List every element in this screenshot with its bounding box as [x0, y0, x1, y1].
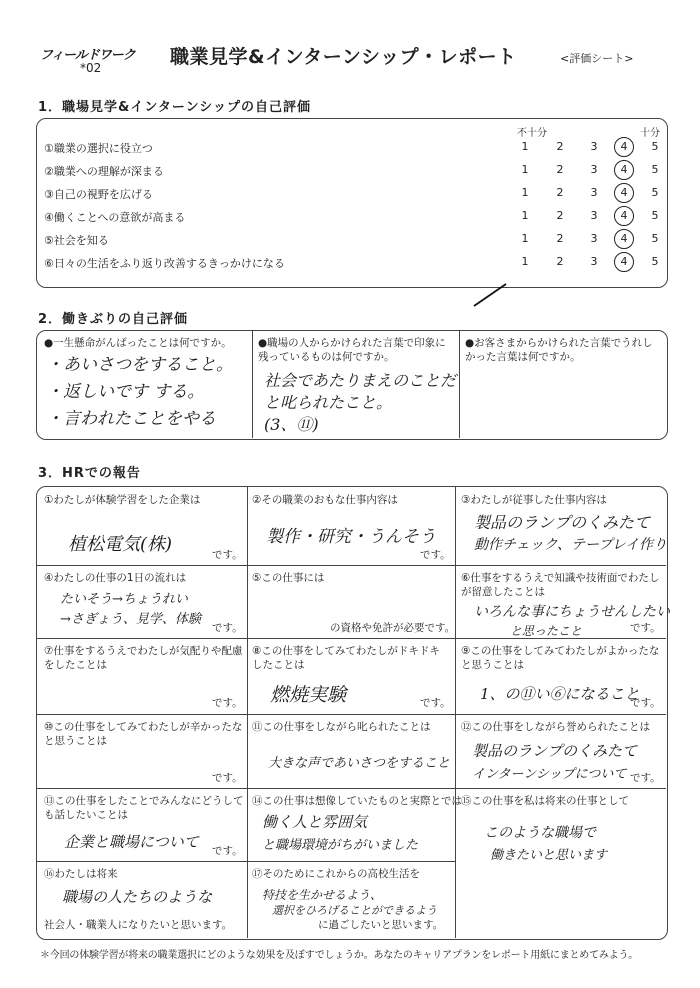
desu-label: です。 — [212, 622, 243, 634]
hr-q12: ⑫この仕事をしながら誉められたことは — [461, 721, 650, 733]
hr-q3: ③わたしが従事した仕事内容は — [461, 494, 607, 506]
answer-line: ・返しいです する。 — [46, 382, 205, 402]
hr-a1: 植松電気(株) — [68, 534, 173, 555]
hr-q9: ⑨この仕事をしてみてわたしがよかったなと思うことは — [461, 645, 660, 671]
hr-note16: 社会人・職業人になりたいと思います。 — [44, 919, 233, 931]
divider — [37, 788, 666, 789]
rating-option[interactable]: 4 — [620, 140, 628, 153]
rating-option[interactable]: 1 — [521, 255, 529, 268]
hr-a16: 職場の人たちのような — [62, 888, 213, 906]
hr-q4: ④わたしの仕事の1日の流れは — [44, 572, 187, 584]
answer-line: ・言われたことをやる — [46, 409, 216, 429]
desu-label: です。 — [212, 697, 243, 709]
divider — [37, 714, 666, 715]
page-title: 職業見学&インターンシップ・レポート — [170, 46, 517, 68]
rating-selected-circle — [614, 252, 634, 272]
footnote: ＊今回の体験学習が将来の職業選択にどのような効果を及ぼすでしょうか。あなたのキャリアプランをレポート用紙にまとめてみよう。 — [40, 950, 639, 961]
hr-a8: 燃焼実験 — [270, 684, 347, 706]
rating-option[interactable]: 3 — [590, 163, 598, 176]
self-eval-label: ⑤社会を知る — [44, 234, 109, 247]
rating-option[interactable]: 2 — [556, 209, 564, 222]
rating-option[interactable]: 2 — [556, 255, 564, 268]
rating-option[interactable]: 3 — [590, 140, 598, 153]
sec2-answer-2 — [264, 370, 456, 436]
divider — [459, 331, 460, 438]
hr-a15-line2: 働きたいと思います — [490, 848, 608, 863]
rating-option[interactable]: 5 — [651, 232, 659, 245]
hr-a17-line2: 選択をひろげることができるよう — [272, 904, 437, 917]
desu-label: です。 — [212, 845, 243, 857]
rating-option[interactable]: 2 — [556, 163, 564, 176]
hr-a13: 企業と職場について — [64, 833, 199, 851]
rating-option[interactable]: 3 — [590, 186, 598, 199]
hr-q13: ⑬この仕事をしたことでみんなにどうしても話したいことは — [44, 795, 244, 821]
hr-note5: の資格や免許が必要です。 — [330, 622, 456, 634]
rating-selected-circle — [614, 183, 634, 203]
page-subtitle: <評価シート> — [560, 52, 634, 65]
rating-option[interactable]: 5 — [651, 255, 659, 268]
self-eval-label: ②職業への理解が深まる — [44, 165, 164, 178]
hr-q17: ⑰そのためにこれからの高校生活を — [252, 868, 420, 880]
hr-a11: 大きな声であいさつをすること — [268, 756, 451, 771]
rating-selected-circle — [614, 229, 634, 249]
desu-label: です。 — [420, 697, 451, 709]
hr-a14-line1: 働く人と雰囲気 — [262, 813, 368, 831]
rating-option[interactable]: 2 — [556, 232, 564, 245]
scale-low-label: 不十分 — [517, 128, 547, 139]
rating-option[interactable]: 1 — [521, 140, 529, 153]
hr-a6-line2: と思ったこと — [510, 624, 583, 638]
rating-option[interactable]: 2 — [556, 186, 564, 199]
divider — [252, 331, 253, 438]
answer-line: 社会であたりまえのことだ — [264, 371, 457, 390]
rating-option[interactable]: 5 — [651, 209, 659, 222]
rating-option[interactable]: 5 — [651, 186, 659, 199]
hr-a9: 1、の⑪い⑥になること — [480, 685, 640, 703]
rating-option[interactable]: 2 — [556, 140, 564, 153]
section3-title: 3．HRでの報告 — [38, 466, 141, 481]
answer-line: ・あいさつをすること。 — [46, 355, 233, 375]
desu-label: です。 — [630, 697, 661, 709]
hr-a15-line1: このような職場で — [484, 825, 596, 841]
desu-label: です。 — [212, 549, 243, 561]
desu-label: です。 — [212, 772, 243, 784]
hr-q1: ①わたしが体験学習をした企業は — [44, 494, 201, 506]
rating-option[interactable]: 4 — [620, 209, 628, 222]
hr-a3-line1: 製品のランプのくみたて — [474, 513, 651, 532]
desu-label: です。 — [630, 622, 661, 634]
divider — [455, 487, 456, 938]
desu-label: です。 — [420, 549, 451, 561]
divider — [37, 861, 455, 862]
divider — [37, 565, 666, 566]
divider — [247, 487, 248, 938]
hr-q16: ⑯わたしは将来 — [44, 868, 118, 880]
rating-option[interactable]: 1 — [521, 163, 529, 176]
hr-a14-line2: と職場環境がちがいました — [262, 838, 419, 853]
logo-text: フィールドワーク — [40, 48, 135, 63]
rating-option[interactable]: 4 — [620, 255, 628, 268]
hr-a4-line1: たいそう→ちょうれい — [60, 592, 188, 607]
sec2-answer-1 — [46, 352, 233, 433]
desu-label: です。 — [630, 772, 661, 784]
hr-note17: に過ごしたいと思います。 — [318, 919, 444, 931]
scale-high-label: 十分 — [640, 128, 660, 139]
rating-option[interactable]: 1 — [521, 209, 529, 222]
sec2-question-3: ●お客さまからかけられた言葉でうれしかった言葉は何ですか。 — [465, 337, 653, 363]
rating-option[interactable]: 3 — [590, 209, 598, 222]
rating-option[interactable]: 3 — [590, 232, 598, 245]
hr-q8: ⑧この仕事をしてみてわたしがドキドキしたことは — [252, 645, 440, 671]
sec2-question-1: ●一生懸命がんばったことは何ですか。 — [44, 337, 232, 349]
hr-q15: ⑮この仕事を私は将来の仕事として — [461, 795, 629, 807]
self-eval-label: ⑥日々の生活をふり返り改善するきっかけになる — [44, 257, 285, 270]
rating-option[interactable]: 4 — [620, 163, 628, 176]
rating-option[interactable]: 5 — [651, 140, 659, 153]
hr-q14: ⑭この仕事は想像していたものと実際とでは — [252, 795, 462, 807]
hr-q2: ②その職業のおもな仕事内容は — [252, 494, 398, 506]
self-eval-label: ①職業の選択に役立つ — [44, 142, 153, 155]
hr-a4-line2: →さぎょう、見学、体験 — [60, 612, 201, 627]
logo — [40, 44, 160, 75]
hr-a3-line2: 動作チェック、テープレイ作り — [474, 537, 668, 553]
rating-option[interactable]: 4 — [620, 186, 628, 199]
hr-q11: ⑪この仕事をしながら叱られたことは — [252, 721, 431, 733]
self-eval-label: ③自己の視野を広げる — [44, 188, 153, 201]
rating-option[interactable]: 5 — [651, 163, 659, 176]
pen-stroke — [470, 280, 510, 310]
rating-selected-circle — [614, 137, 634, 157]
rating-option[interactable]: 1 — [521, 186, 529, 199]
section1-title: 1．職場見学&インターンシップの自己評価 — [38, 100, 312, 115]
section2-title: 2．働きぶりの自己評価 — [38, 312, 189, 327]
rating-option[interactable]: 1 — [521, 232, 529, 245]
rating-selected-circle — [614, 206, 634, 226]
hr-q10: ⑩この仕事をしてみてわたしが辛かったなと思うことは — [44, 721, 243, 747]
hr-a17-line1: 特技を生かせるよう、 — [262, 888, 383, 902]
rating-option[interactable]: 4 — [620, 232, 628, 245]
answer-line: (3、⑪) — [264, 415, 319, 434]
hr-q6: ⑥仕事をするうえで知識や技術面でわたしが留意したことは — [461, 572, 660, 598]
hr-a6-line1: いろんな事にちょうせんしたい — [474, 604, 670, 620]
hr-q7: ⑦仕事をするうえでわたしが気配りや配慮をしたことは — [44, 645, 243, 671]
hr-a12-line1: 製品のランプのくみたて — [472, 742, 638, 760]
hr-q5: ⑤この仕事には — [252, 572, 325, 584]
sec2-question-2: ●職場の人からかけられた言葉で印象に残っているものは何ですか。 — [258, 337, 446, 363]
rating-selected-circle — [614, 160, 634, 180]
answer-line: と叱られたこと。 — [264, 393, 393, 412]
self-eval-label: ④働くことへの意欲が高まる — [44, 211, 186, 224]
hr-a2: 製作・研究・うんそう — [266, 527, 436, 547]
logo-number: *02 — [80, 61, 102, 75]
hr-a12-line2: インターンシップについて — [472, 767, 627, 782]
rating-option[interactable]: 3 — [590, 255, 598, 268]
